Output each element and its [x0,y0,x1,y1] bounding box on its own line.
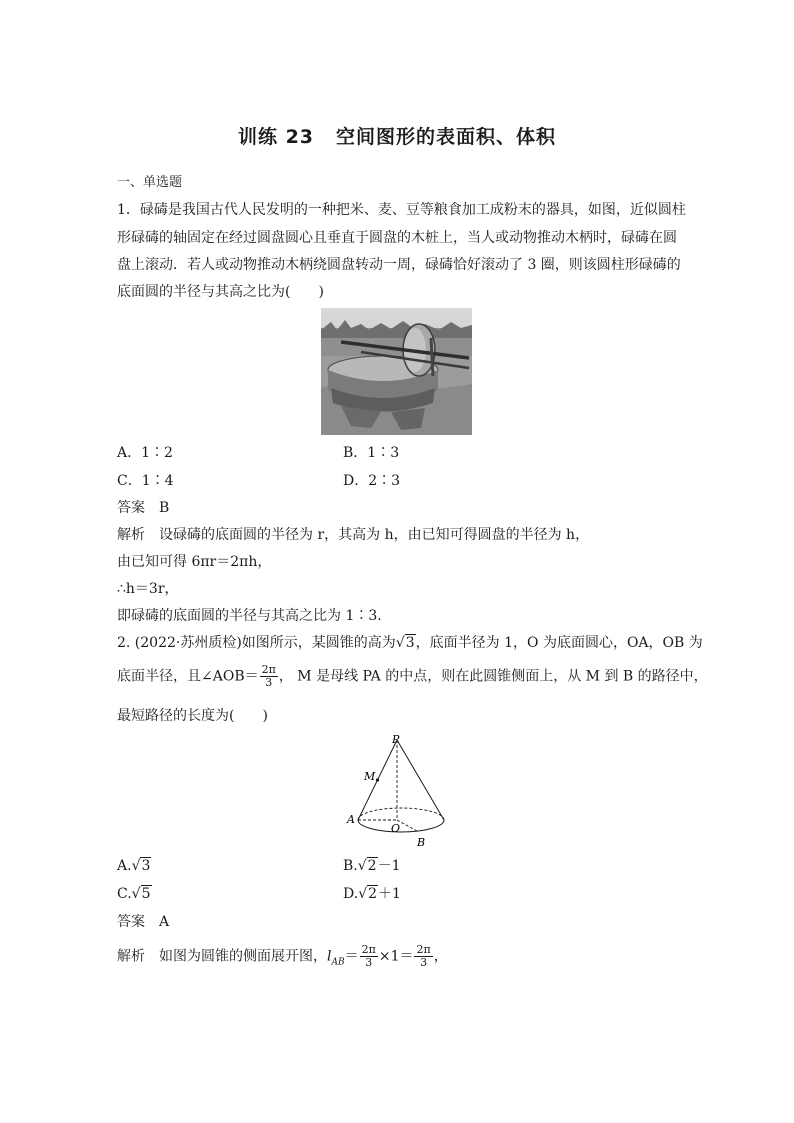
q2-line-1-a: 2. (2022·苏州质检)如图所示，某圆锥的高为 [117,635,396,651]
title-label: 训练 23 [237,126,315,148]
q2-line-2 [117,664,708,689]
cone-diagram [340,728,460,850]
q2-option-c-radicand: 5 [141,886,151,902]
q2-option-b-prefix: B. [343,858,358,874]
q2-answer-label: 答案 [117,914,145,930]
q2-angle-fraction-num: 2π [261,663,276,676]
title-text: 空间图形的表面积、体积 [336,126,557,148]
q2-line-3: 最短路径的长度为( ) [117,708,268,724]
q2-analysis-eq1: ＝ [344,948,359,965]
q1-line-3: 盘上滚动．若人或动物推动木柄绕圆盘转动一周，碌碡恰好滚动了 3 圈，则该圆柱形碌碡的 [117,257,681,273]
q2-analysis-fraction-2-den: 3 [420,956,428,969]
q2-analysis-mid: ×1＝ [378,948,414,965]
q2-option-b-radicand: 2 [367,858,377,874]
q2-option-a-prefix: A. [117,858,132,874]
q2-option-a-radicand: 3 [141,858,151,874]
q2-option-c [117,884,152,904]
q2-option-a-sqrt: √3 [131,858,151,874]
q2-line-1-b: ，底面半径为 1，O 为底面圆心，OA，OB 为 [415,635,703,651]
q2-analysis-fraction-1-num: 2π [361,943,376,956]
cone-label-b: B [417,836,426,849]
q2-option-d [343,884,401,904]
q1-option-a: A．1∶2 [117,445,173,461]
q2-analysis-end: ， [433,948,448,965]
q2-line-2-a: 底面半径，且∠AOB＝ [117,668,259,685]
q2-option-c-prefix: C. [117,886,132,902]
q1-analysis-2: 由已知可得 6πr＝2πh， [117,554,272,570]
section-heading: 一、单选题 [117,175,183,190]
q2-option-b [343,856,401,876]
q2-analysis-fraction-2-num: 2π [416,943,431,956]
q1-analysis-1 [117,525,589,545]
q2-angle-fraction [260,664,278,689]
q1-analysis-3: ∴h＝3r， [117,581,179,597]
q2-angle-fraction-den: 3 [265,676,273,689]
q2-analysis-fraction-1 [360,944,378,969]
q2-option-b-suffix: －1 [377,858,401,874]
q2-sqrt-height-radicand: 3 [405,635,415,651]
q2-answer-value: A [159,914,170,930]
q2-option-b-sqrt: √2 [357,858,377,874]
q1-option-b: B．1∶3 [343,445,400,461]
q2-option-d-sqrt: √2 [358,886,378,902]
q1-answer-label: 答案 [117,500,145,516]
cone-label-o: O [391,822,401,835]
q1-option-d: D．2∶3 [343,473,401,489]
q2-analysis-fraction-1-den: 3 [365,956,373,969]
q2-line-1 [117,633,703,653]
q2-analysis [117,944,448,972]
q2-option-a [117,856,151,876]
q1-line-4: 底面圆的半径与其高之比为( ) [117,284,324,300]
cone-label-p: P [392,733,400,746]
q1-answer [117,498,169,518]
q2-option-d-radicand: 2 [368,886,378,902]
q1-analysis-4: 即碌碡的底面圆的半径与其高之比为 1∶3. [117,608,382,624]
q1-answer-value: B [159,500,170,516]
q2-option-c-sqrt: √5 [131,886,151,902]
q1-analysis-label: 解析 [117,527,145,543]
page-title [0,122,794,149]
cone-label-m: M [364,770,376,783]
q2-analysis-text: 如图为圆锥的侧面展开图， [159,948,327,965]
q2-analysis-sub: AB [331,957,345,968]
q1-line-2: 形碌碡的轴固定在经过圆盘圆心且垂直于圆盘的木桩上，当人或动物推动木柄时，碌碡在圆 [117,230,677,246]
q2-analysis-l: l [327,948,332,965]
q2-option-d-prefix: D. [343,886,359,902]
q1-line-1: 1．碌碡是我国古代人民发明的一种把米、麦、豆等粮食加工成粉末的器具，如图，近似圆柱 [117,202,686,218]
q2-analysis-label: 解析 [117,948,145,965]
q2-sqrt-height: √3 [395,635,415,651]
cone-label-a: A [347,813,355,826]
q2-analysis-fraction-2 [414,944,432,969]
q1-analysis-text-1: 设碌碡的底面圆的半径为 r，其高为 h，由已知可得圆盘的半径为 h， [159,527,590,543]
stone-roller-photo [321,308,472,435]
q2-option-d-suffix: ＋1 [378,886,401,902]
q1-option-c: C．1∶4 [117,473,174,489]
q2-line-2-b: ， M 是母线 PA 的中点，则在此圆锥侧面上，从 M 到 B 的路径中， [278,668,708,685]
q2-answer [117,912,169,932]
